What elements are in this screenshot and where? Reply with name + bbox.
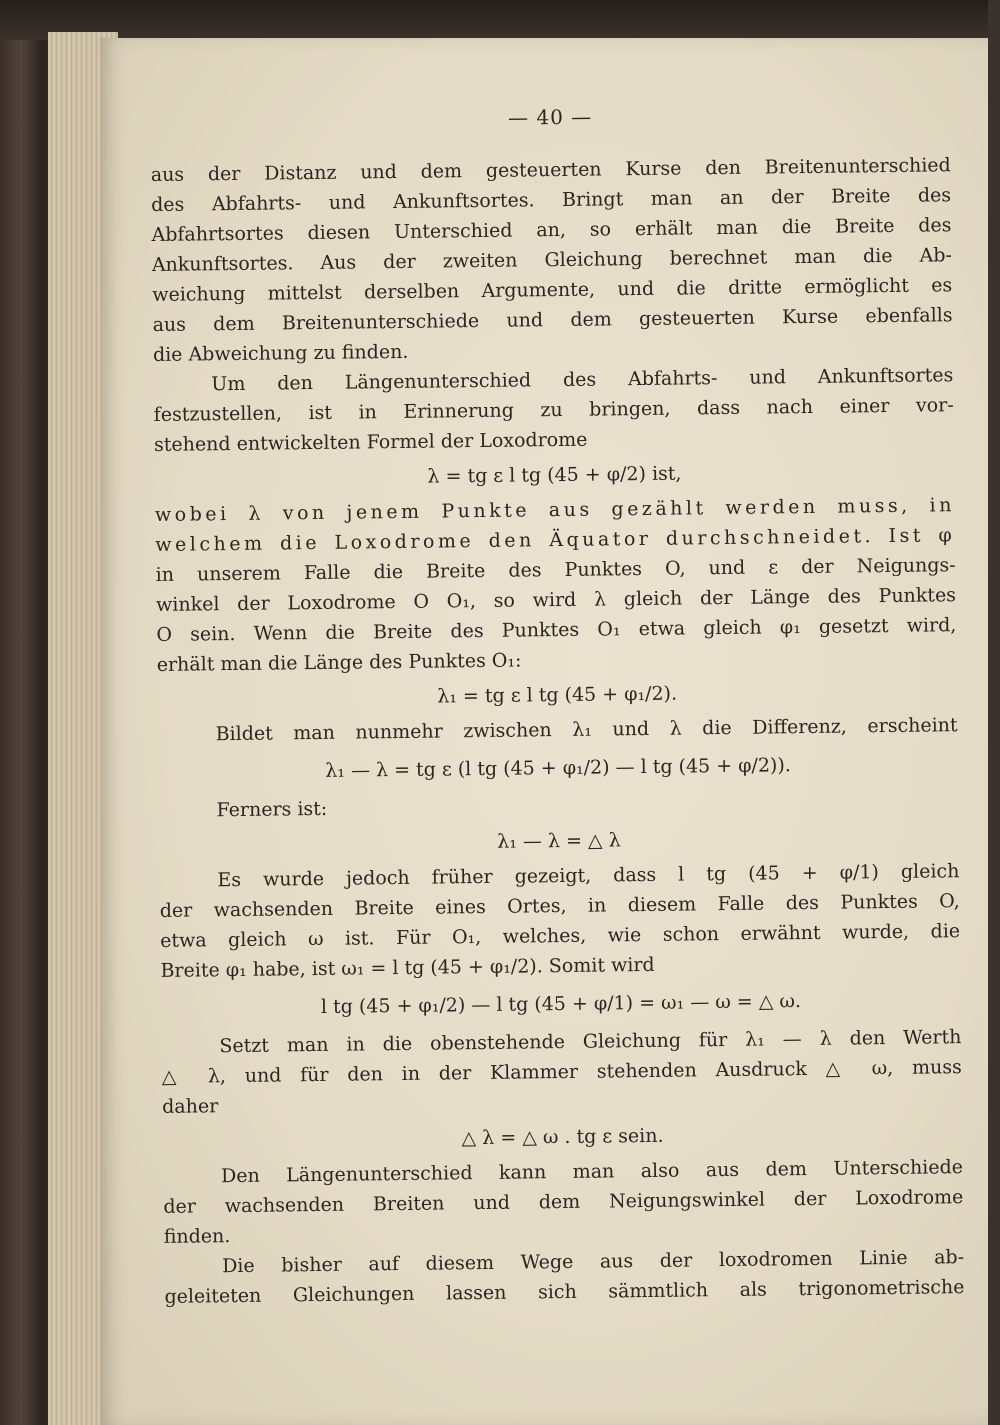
formula-delta-lambda: λ₁ — λ = △ λ — [497, 829, 621, 853]
text-line: finden. — [163, 1225, 231, 1248]
text-line: des Abfahrts- und Ankunftsortes. Bringt man an der Breite des — [151, 184, 952, 216]
text-line: Um den Längenunterschied des Abfahrts- und Ankunftsortes — [211, 364, 954, 396]
text-line: festzustellen, ist in Erinnerung zu bringen, dass nach einer vor- — [153, 394, 954, 426]
text-line: △ λ, und für den in der Klammer stehenden Ausdruck △ ω, muss — [161, 1056, 962, 1088]
book-cover-right — [988, 0, 1000, 1425]
text-line: aus der Distanz und dem gesteuerten Kurse den Breitenunterschied — [150, 154, 951, 186]
text-line: die Abweichung zu finden. — [152, 340, 409, 366]
formula-omega: l tg (45 + φ₁/2) — l tg (45 + φ/1) = ω₁ — ω = △ ω. — [320, 990, 802, 1018]
text-line: der wachsenden Breiten und dem Neigungswinkel der Loxodrome — [163, 1186, 964, 1218]
formula-difference: λ₁ — λ = tg ε (l tg (45 + φ₁/2) — l tg (45 + φ/2)). — [325, 754, 791, 782]
formula-result: △ λ = △ ω . tg ε sein. — [461, 1124, 664, 1150]
text-line: Breite φ₁ habe, ist ω₁ = l tg (45 + φ₁/2). Somit wird — [160, 953, 655, 982]
text-line: Ankunftsortes. Aus der zweiten Gleichung berechnet man die Ab- — [151, 244, 952, 276]
formula-lambda: λ = tg ε l tg (45 + φ/2) ist, — [427, 462, 682, 488]
text-line: erhält man die Länge des Punktes O₁: — [156, 649, 522, 676]
text-line: Setzt man in die obenstehende Gleichung für λ₁ — λ den Werth — [219, 1026, 962, 1058]
text-line: Ferners ist: — [216, 797, 328, 822]
text-line: der wachsenden Breite eines Ortes, in diesem Falle des Punktes O, — [159, 890, 960, 922]
text-line: welchem die Loxodrome den Äquator durchschneidet. Ist φ — [155, 524, 956, 556]
text-line: daher — [162, 1095, 219, 1118]
formula-lambda-1: λ₁ = tg ε l tg (45 + φ₁/2). — [437, 682, 678, 708]
text-line: Bildet man nunmehr zwischen λ₁ und λ die Differenz, erscheint — [215, 714, 958, 746]
text-line: geleiteten Gleichungen lassen sich sämmtlich als trigonometrische — [164, 1276, 965, 1308]
text-line: etwa gleich ω ist. Für O₁, welches, wie schon erwähnt wurde, die — [160, 920, 961, 952]
text-line: Die bisher auf diesem Wege aus der loxodromen Linie ab- — [221, 1246, 965, 1278]
text-line: O sein. Wenn die Breite des Punktes O₁ etwa gleich φ₁ gesetzt wird, — [156, 614, 957, 646]
text-line: Abfahrtsortes diesen Unterschied an, so erhält man die Breite des — [151, 214, 952, 246]
text-line: winkel der Loxodrome O O₁, so wird λ gleich der Länge des Punktes — [155, 584, 957, 616]
text-line: weichung mittelst derselben Argumente, und die dritte ermöglicht es — [152, 274, 953, 306]
text-line: in unserem Falle die Breite des Punktes O, und ε der Neigungs- — [155, 554, 956, 586]
page-text — [150, 100, 965, 1312]
text-line: Es wurde jedoch früher gezeigt, dass l tg (45 + φ/1) gleich — [217, 860, 960, 892]
page-number: — 40 — — [507, 104, 593, 130]
text-line: aus dem Breitenunterschiede und dem gesteuerten Kurse ebenfalls — [152, 304, 953, 336]
text-line: Den Längenunterschied kann man also aus dem Unterschiede — [220, 1156, 964, 1188]
text-line: stehend entwickelten Formel der Loxodrome — [153, 428, 588, 456]
text-line: wobei λ von jenem Punkte aus gezählt werden muss, in — [154, 494, 956, 526]
book-cover-top — [0, 0, 1000, 40]
